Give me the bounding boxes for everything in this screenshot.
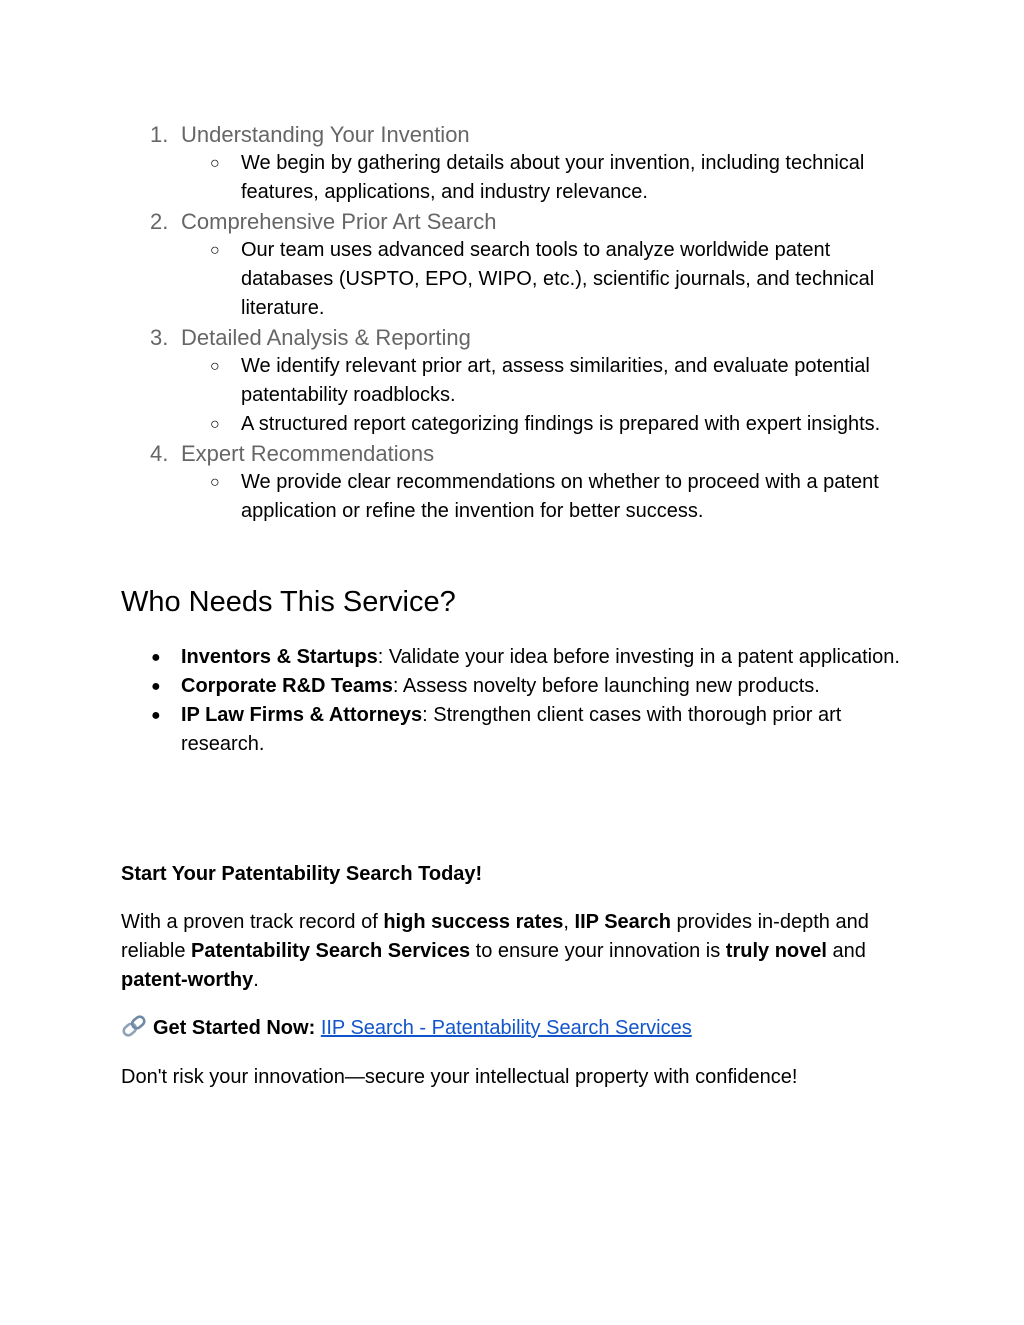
step-point [0, 352, 901, 410]
get-started-label: Get Started Now: [153, 1017, 316, 1039]
para-text: With a proven track record of [121, 911, 384, 933]
cta-paragraph [121, 908, 911, 995]
step-point [0, 410, 901, 439]
step-number: 2. [150, 209, 169, 234]
para-text: , [563, 911, 575, 933]
para-bold: IIP Search [574, 911, 671, 933]
step-number: 1. [150, 122, 169, 147]
list-item [0, 701, 906, 759]
audience-list [0, 643, 1024, 759]
audience-text: : Validate your idea before investing in a patent application. [377, 646, 900, 668]
para-text: and [826, 940, 866, 962]
para-bold: patent-worthy [121, 969, 254, 991]
process-steps-list [0, 120, 1024, 526]
step-point [0, 149, 901, 207]
step-number: 4. [150, 441, 169, 466]
para-bold: truly novel [725, 940, 827, 962]
audience-label: Inventors & Startups [181, 646, 378, 668]
hollow-bullet-icon: ○ [210, 416, 220, 433]
link-icon [121, 1015, 147, 1046]
audience-text: : Assess novelty before launching new products. [392, 675, 820, 697]
hollow-bullet-icon: ○ [210, 242, 220, 259]
step-number: 3. [150, 325, 169, 350]
para-text: . [253, 969, 259, 991]
step-point-text: Our team uses advanced search tools to analyze worldwide patent databases (USPTO, EPO, WIPO, etc.), scientific journals, and technical literature. [241, 239, 875, 319]
audience-text: : Strengthen client cases with thorough prior art research. [181, 704, 842, 755]
para-bold: high success rates [383, 911, 564, 933]
audience-label: IP Law Firms & Attorneys [181, 704, 423, 726]
cta-title: Start Your Patentability Search Today! [121, 863, 483, 885]
para-text: to ensure your innovation is [470, 940, 726, 962]
step-title [0, 439, 1024, 468]
closing-text: Don't risk your innovation—secure your intellectual property with confidence! [121, 1066, 798, 1088]
list-item [0, 643, 906, 672]
get-started-line [121, 1014, 692, 1046]
service-link[interactable]: IIP Search - Patentability Search Services [320, 1017, 692, 1039]
step-point [0, 236, 901, 323]
hollow-bullet-icon: ○ [210, 474, 220, 491]
step-title-text: Detailed Analysis & Reporting [181, 325, 471, 350]
audience-label: Corporate R&D Teams [181, 675, 393, 697]
step-point [0, 468, 901, 526]
step-title-text: Understanding Your Invention [181, 122, 470, 147]
bullet-icon: ● [151, 649, 161, 666]
para-text: provides in-depth and reliable [121, 911, 869, 962]
step-title-text: Comprehensive Prior Art Search [181, 209, 497, 234]
hollow-bullet-icon: ○ [210, 155, 220, 172]
list-item [0, 672, 906, 701]
step-point-text: We provide clear recommendations on whether to proceed with a patent application or refine the invention for better success. [241, 471, 879, 522]
step-point-text: A structured report categorizing findings is prepared with expert insights. [241, 413, 881, 435]
bullet-icon: ● [151, 707, 161, 724]
step-title [0, 120, 1024, 149]
hollow-bullet-icon: ○ [210, 358, 220, 375]
para-bold: Patentability Search Services [191, 940, 471, 962]
section-heading: Who Needs This Service? [121, 586, 456, 618]
step-title-text: Expert Recommendations [181, 441, 435, 466]
step-title [0, 207, 1024, 236]
step-point-text: We identify relevant prior art, assess similarities, and evaluate potential patentability roadblocks. [241, 355, 870, 406]
step-title [0, 323, 1024, 352]
step-point-text: We begin by gathering details about your invention, including technical features, applications, and industry relevance. [241, 152, 865, 203]
bullet-icon: ● [151, 678, 161, 695]
